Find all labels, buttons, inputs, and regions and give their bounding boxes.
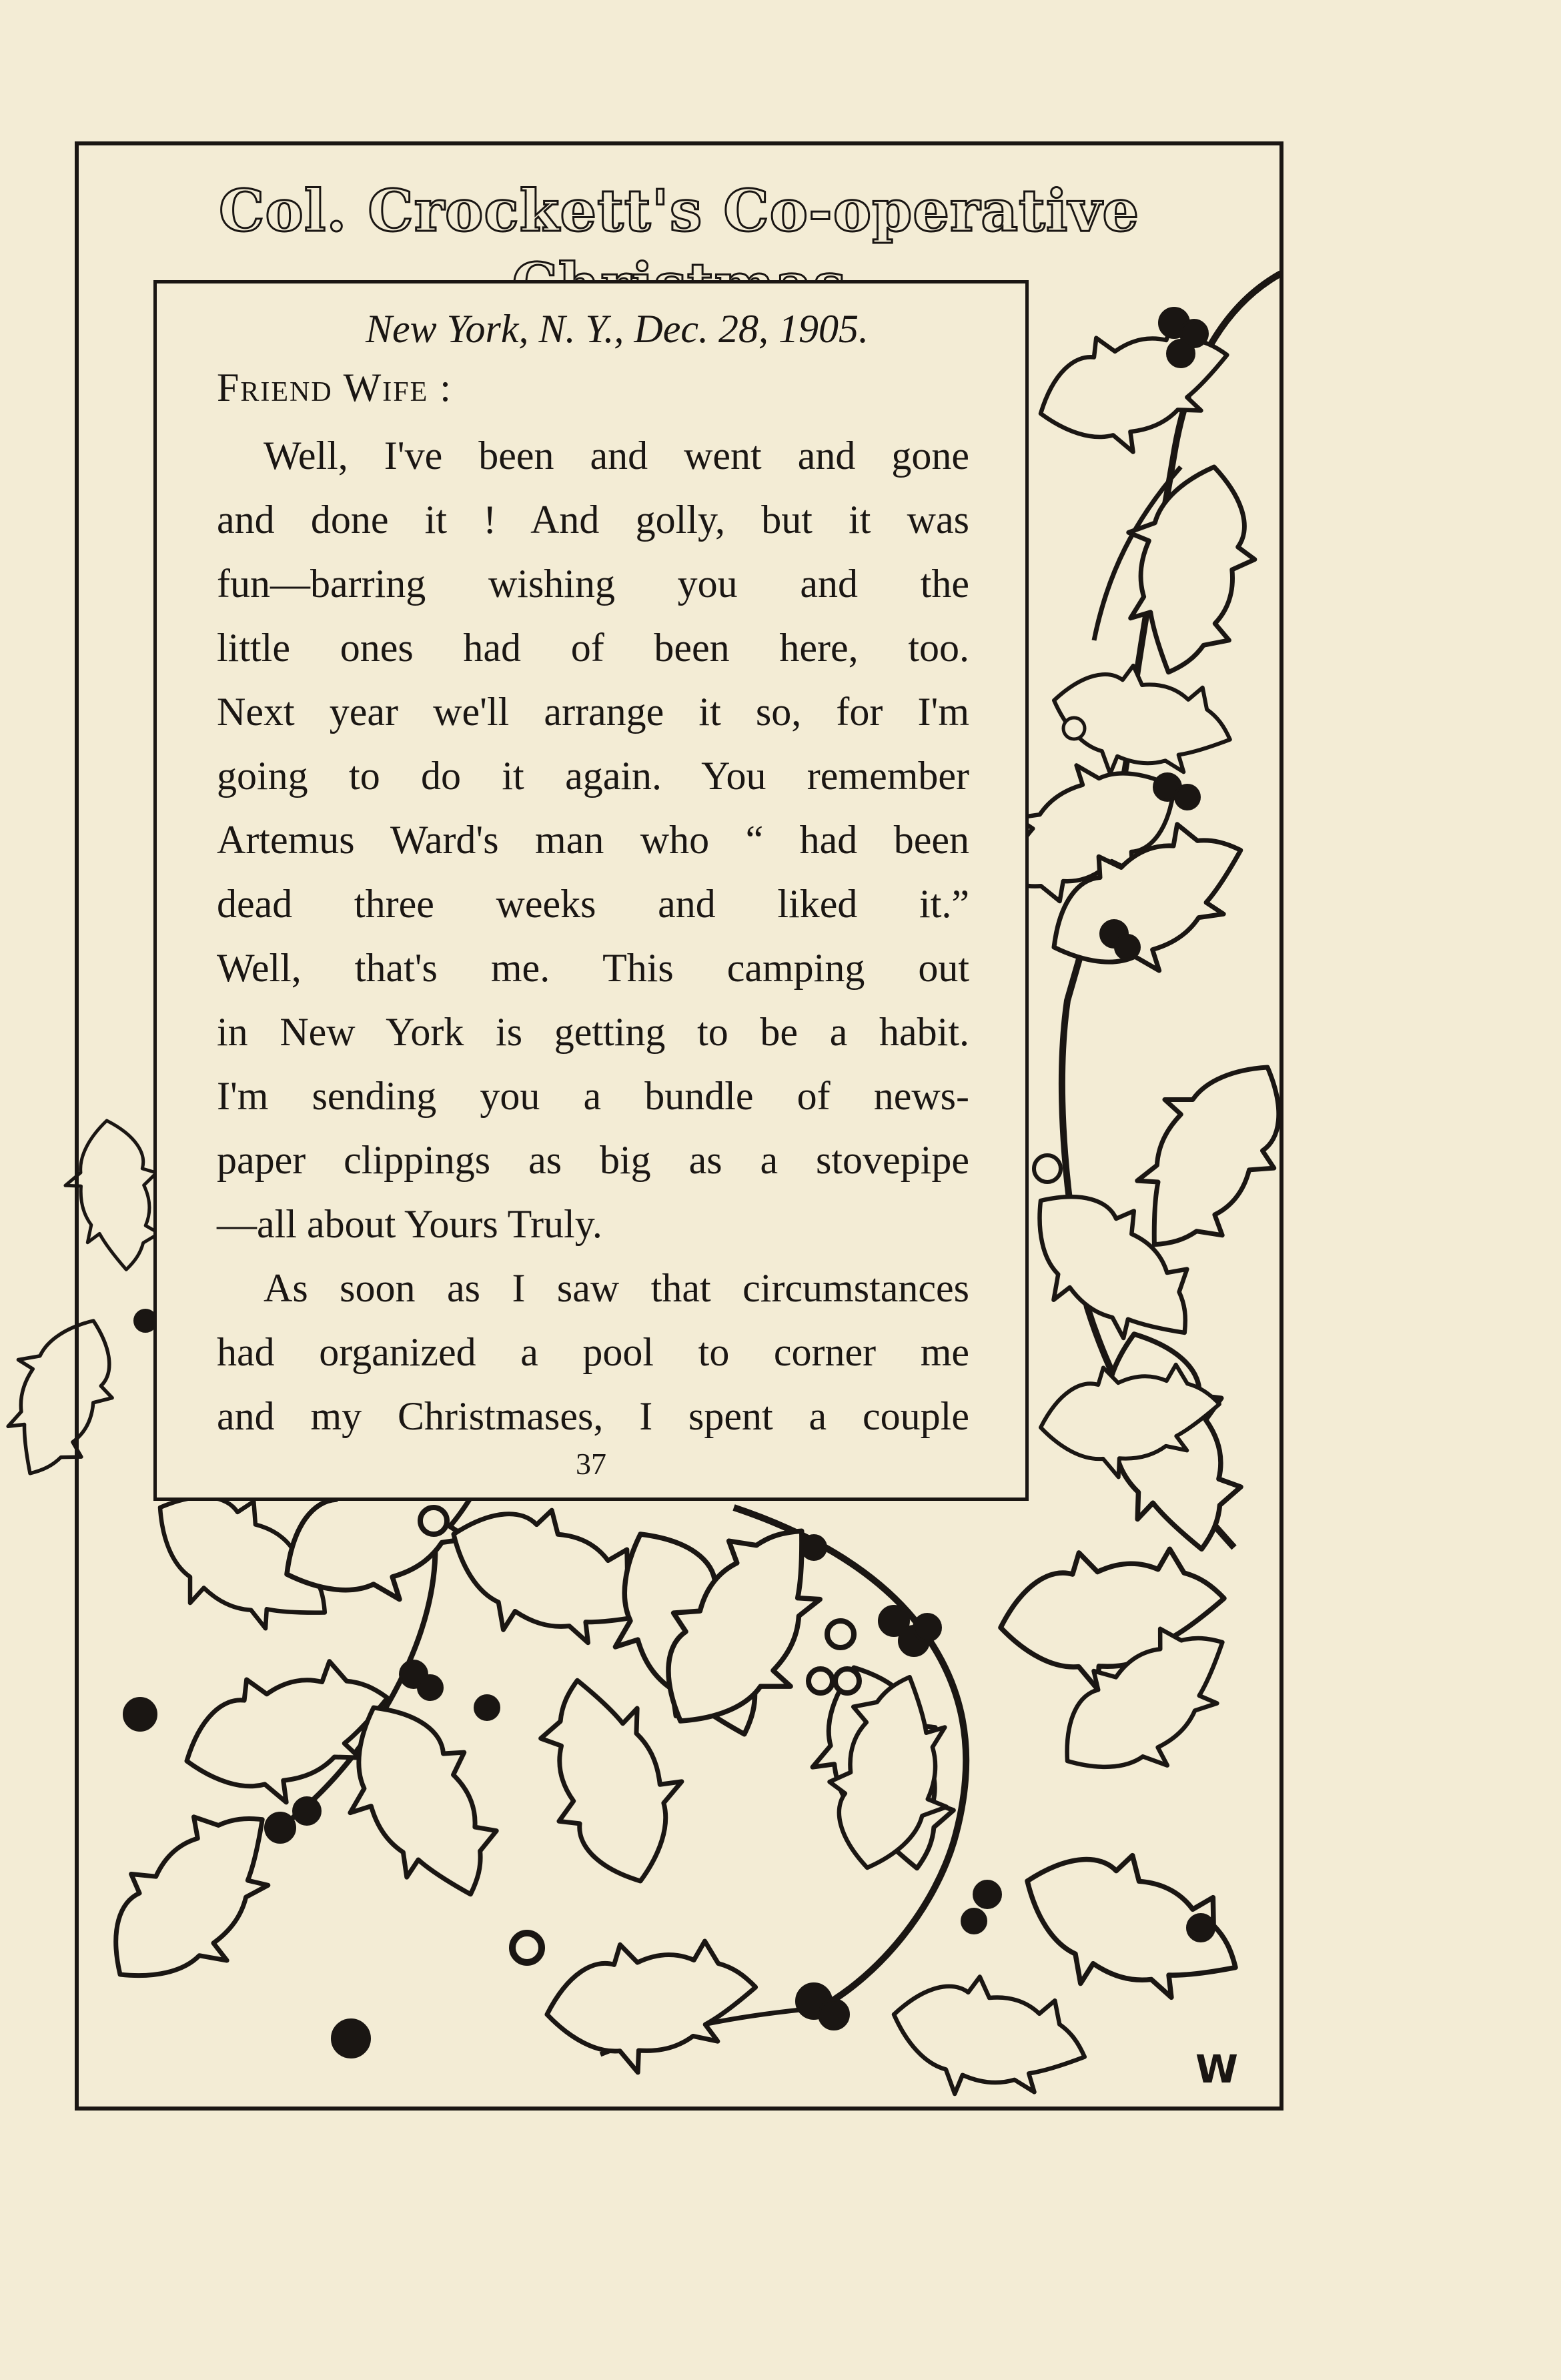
letter-line: Well, I've been and went and gone (264, 434, 969, 478)
letter-line: paper clippings as big as a stovepipe (217, 1138, 969, 1182)
letter-line: —all about Yours Truly. (217, 1202, 602, 1246)
letter-line: Well, that's me. This camping out (217, 946, 969, 990)
letter-line: Artemus Ward's man who “ had been (217, 818, 969, 862)
letter-salutation: Friend Wife : (217, 366, 452, 410)
letter-line: and my Christmases, I spent a couple (217, 1394, 969, 1438)
letter-dateline: New York, N. Y., Dec. 28, 1905. (366, 307, 869, 351)
letter-text-panel (153, 280, 1029, 1501)
page-number: 37 (576, 1447, 606, 1481)
letter-line: and done it ! And golly, but it was (217, 498, 969, 542)
letter-line: dead three weeks and liked it.” (217, 882, 969, 926)
letter-line: As soon as I saw that circumstances (264, 1266, 969, 1310)
letter-line: going to do it again. You remember (217, 754, 969, 798)
illustrator-monogram: W (1195, 2046, 1238, 2092)
letter-line: fun—barring wishing you and the (217, 562, 969, 606)
running-head-title: Col. Crockett's Co-operative (218, 177, 1140, 245)
letter-line: Next year we'll arrange it so, for I'm (217, 690, 969, 734)
letter-line: had organized a pool to corner me (217, 1330, 969, 1374)
letter-line: I'm sending you a bundle of news- (217, 1074, 969, 1118)
letter-line: in New York is getting to be a habit. (217, 1010, 969, 1054)
letter-line: little ones had of been here, too. (217, 626, 969, 670)
